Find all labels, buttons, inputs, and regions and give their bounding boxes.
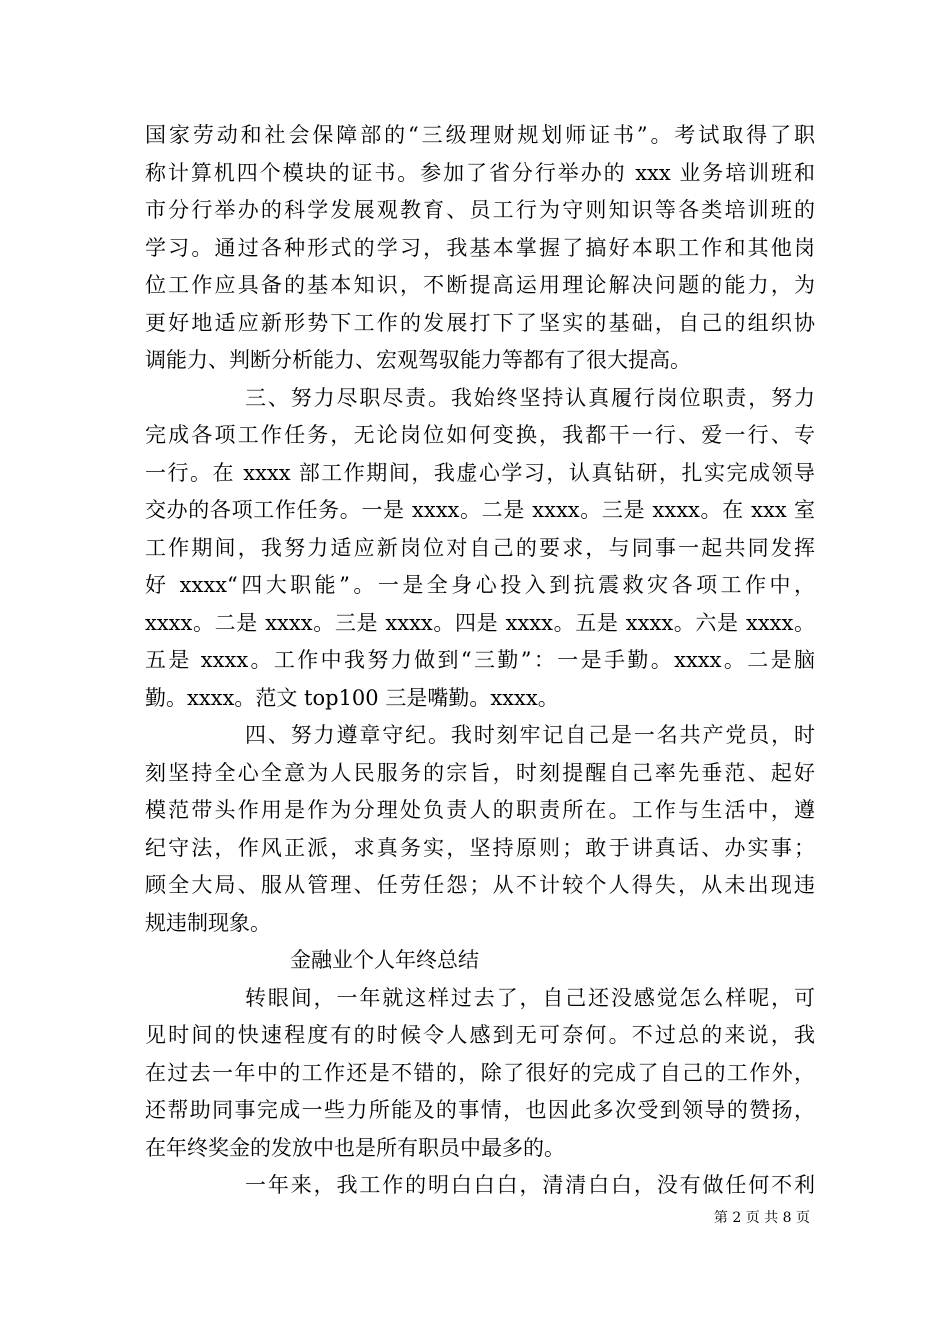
paragraph-start-line: 四、努力遵章守纪。我时刻牢记自己是一名共产党员，时 <box>245 723 815 747</box>
text-line: 在过去一年中的工作还是不错的，除了很好的完成了自己的工作外， <box>145 1060 815 1085</box>
text-line: 纪守法，作风正派，求真务实，坚持原则；敢于讲真话、办实事； <box>145 835 815 860</box>
text-line: 在年终奖金的发放中也是所有职员中最多的。 <box>145 1135 565 1160</box>
text-line: 刻坚持全心全意为人民服务的宗旨，时刻提醒自己率先垂范、起好 <box>145 760 815 785</box>
section-title: 金融业个人年终总结 <box>290 948 479 972</box>
paragraph-start-line: 一年来，我工作的明白白白，清清白白，没有做任何不利 <box>245 1173 815 1197</box>
text-line: 完成各项工作任务，无论岗位如何变换，我都干一行、爱一行、专 <box>145 423 815 447</box>
text-line: 称计算机四个模块的证书。参加了省分行举办的 xxx 业务培训班和 <box>145 160 815 185</box>
text-line: 见时间的快速程度有的时候令人感到无可奈何。不过总的来说，我 <box>145 1023 815 1047</box>
text-line: 工作期间，我努力适应新岗位对自己的要求，与同事一起共同发挥 <box>145 535 815 560</box>
text-line: xxxx。二是 xxxx。三是 xxxx。四是 xxxx。五是 xxxx。六是 xxxx。 <box>145 610 815 635</box>
text-line: 勤。xxxx。范文 top100 三是嘴勤。xxxx。 <box>145 685 559 710</box>
text-line: 交办的各项工作任务。一是 xxxx。二是 xxxx。三是 xxxx。在 xxx 室 <box>145 498 815 522</box>
text-line: 学习。通过各种形式的学习，我基本掌握了搞好本职工作和其他岗 <box>145 235 815 260</box>
paragraph-start-line: 三、努力尽职尽责。我始终坚持认真履行岗位职责，努力 <box>245 385 815 410</box>
text-line: 规违制现象。 <box>145 910 271 935</box>
text-line: 五是 xxxx。工作中我努力做到“三勤”：一是手勤。xxxx。二是脑 <box>145 648 815 672</box>
text-line: 国家劳动和社会保障部的“三级理财规划师证书”。考试取得了职 <box>145 123 815 147</box>
document-body <box>145 117 815 1205</box>
text-line: 调能力、判断分析能力、宏观驾驭能力等都有了很大提高。 <box>145 348 691 372</box>
page-number: 第 2 页 共 8 页 <box>713 1210 810 1226</box>
text-line: 好 xxxx“四大职能”。一是全身心投入到抗震救灾各项工作中， <box>145 573 815 597</box>
text-line: 顾全大局、服从管理、任劳任怨；从不计较个人得失，从未出现违 <box>145 873 815 897</box>
text-line: 市分行举办的科学发展观教育、员工行为守则知识等各类培训班的 <box>145 198 815 222</box>
text-line: 还帮助同事完成一些力所能及的事情，也因此多次受到领导的赞扬， <box>145 1098 815 1122</box>
text-line: 更好地适应新形势下工作的发展打下了坚实的基础，自己的组织协 <box>145 310 815 335</box>
text-line: 一行。在 xxxx 部工作期间，我虚心学习，认真钻研，扎实完成领导 <box>145 460 815 485</box>
paragraph-start-line: 转眼间，一年就这样过去了，自己还没感觉怎么样呢，可 <box>245 985 815 1010</box>
text-line: 位工作应具备的基本知识，不断提高运用理论解决问题的能力，为 <box>145 273 815 297</box>
text-line: 模范带头作用是作为分理处负责人的职责所在。工作与生活中，遵 <box>145 798 815 822</box>
